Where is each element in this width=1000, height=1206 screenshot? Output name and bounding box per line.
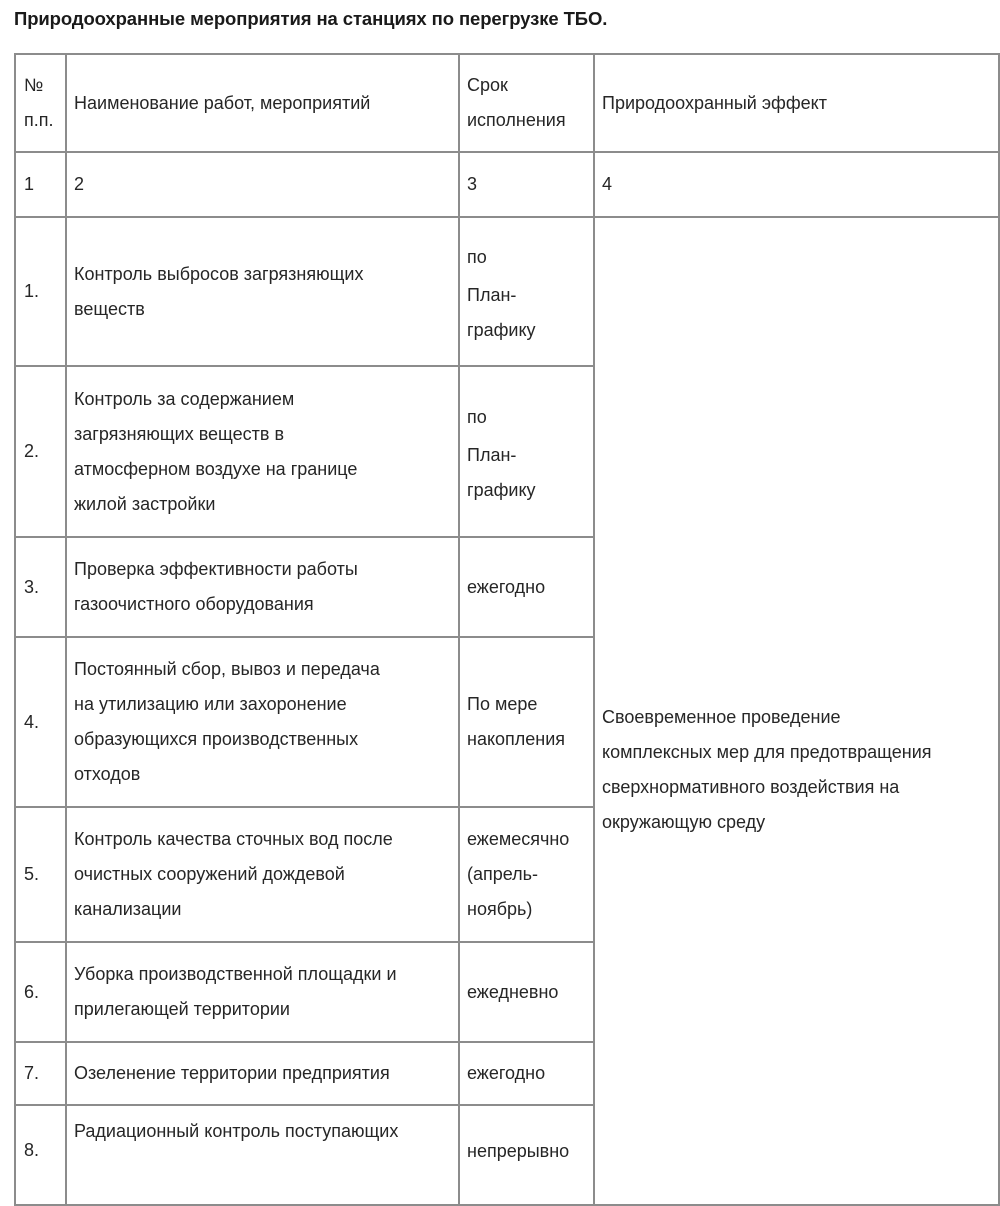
- row-name: [66, 1105, 459, 1205]
- row-term: [459, 537, 594, 637]
- column-numbering-row: [15, 152, 999, 217]
- row-number: 1.: [15, 217, 66, 366]
- header-number-line: №: [24, 75, 44, 95]
- row-name-line: Проверка эффективности работы: [74, 559, 358, 579]
- header-term-line: исполнения: [467, 110, 566, 130]
- document-title: Природоохранные мероприятия на станциях по перегрузке ТБО.: [14, 8, 608, 29]
- row-term: [459, 1042, 594, 1105]
- header-term: [459, 54, 594, 152]
- row-term-line: План-: [467, 284, 517, 305]
- row-name-line: Уборка производственной площадки и: [74, 964, 397, 984]
- row-name-line: на утилизацию или захоронение: [74, 694, 347, 714]
- row-term-line: ноябрь): [467, 899, 533, 919]
- row-number: 2.: [15, 366, 66, 537]
- row-name-line: атмосферном воздухе на границе: [74, 458, 358, 479]
- row-name: [66, 366, 459, 537]
- row-name-line: Радиационный контроль поступающих: [74, 1121, 399, 1141]
- shared-effect-cell: [594, 217, 999, 1205]
- header-effect: Природоохранный эффект: [594, 54, 999, 152]
- effect-line: Своевременное проведение: [602, 707, 841, 727]
- row-term-line: графику: [467, 319, 536, 340]
- row-term: [459, 366, 594, 537]
- row-term-line: ежегодно: [467, 576, 546, 597]
- table-row: [15, 217, 999, 366]
- measures-table-container: [14, 53, 998, 1206]
- row-term-line: ежегодно: [467, 1063, 546, 1083]
- row-term-line: графику: [467, 479, 536, 500]
- row-name-line: веществ: [74, 298, 145, 319]
- row-name-line: Контроль выбросов загрязняющих: [74, 263, 364, 284]
- row-name-line: канализации: [74, 899, 182, 919]
- row-name: [66, 637, 459, 807]
- effect-line: окружающую среду: [602, 812, 766, 832]
- row-number: 3.: [15, 537, 66, 637]
- row-term-line: ежемесячно: [467, 829, 570, 849]
- row-name-line: жилой застройки: [74, 493, 216, 514]
- row-number: 7.: [15, 1042, 66, 1105]
- header-name: Наименование работ, мероприятий: [66, 54, 459, 152]
- row-number: 4.: [15, 637, 66, 807]
- row-number: 8.: [15, 1105, 66, 1205]
- row-term: [459, 1105, 594, 1205]
- row-name-line: газоочистного оборудования: [74, 594, 314, 614]
- row-term: [459, 807, 594, 942]
- row-number: 5.: [15, 807, 66, 942]
- environmental-measures-table: [14, 53, 1000, 1206]
- row-name-line: очистных сооружений дождевой: [74, 864, 345, 884]
- row-term: [459, 942, 594, 1042]
- row-term-line: План-: [467, 444, 517, 465]
- row-name-line: Озеленение территории предприятия: [74, 1063, 390, 1083]
- column-number-cell: 4: [594, 152, 999, 217]
- row-name: [66, 942, 459, 1042]
- column-number-cell: 1: [15, 152, 66, 217]
- header-number: [15, 54, 66, 152]
- row-term-line: ежедневно: [467, 981, 559, 1002]
- header-term-line: Срок: [467, 75, 508, 95]
- column-number-cell: 3: [459, 152, 594, 217]
- row-name-line: Постоянный сбор, вывоз и передача: [74, 659, 380, 679]
- row-term-line: По мере: [467, 694, 538, 714]
- effect-line: сверхнормативного воздействия на: [602, 777, 900, 797]
- column-number-cell: 2: [66, 152, 459, 217]
- row-name-line: Контроль качества сточных вод после: [74, 829, 393, 849]
- table-header-row: [15, 54, 999, 152]
- row-name: [66, 217, 459, 366]
- row-name: [66, 537, 459, 637]
- row-name-line: Контроль за содержанием: [74, 388, 295, 409]
- row-name-line: загрязняющих веществ в: [74, 423, 285, 444]
- row-name-line: прилегающей территории: [74, 999, 290, 1019]
- row-term-line: накопления: [467, 729, 566, 749]
- effect-line: комплексных мер для предотвращения: [602, 742, 932, 762]
- row-name-line: образующихся производственных: [74, 729, 359, 749]
- row-name: [66, 1042, 459, 1105]
- row-term: [459, 217, 594, 366]
- header-number-line: п.п.: [24, 110, 54, 130]
- row-term-line: по: [467, 406, 487, 427]
- row-name-line: отходов: [74, 764, 141, 784]
- row-name: [66, 807, 459, 942]
- row-term-line: по: [467, 246, 487, 267]
- row-term-line: (апрель-: [467, 864, 539, 884]
- row-number: 6.: [15, 942, 66, 1042]
- row-term-line: непрерывно: [467, 1141, 570, 1161]
- row-term: [459, 637, 594, 807]
